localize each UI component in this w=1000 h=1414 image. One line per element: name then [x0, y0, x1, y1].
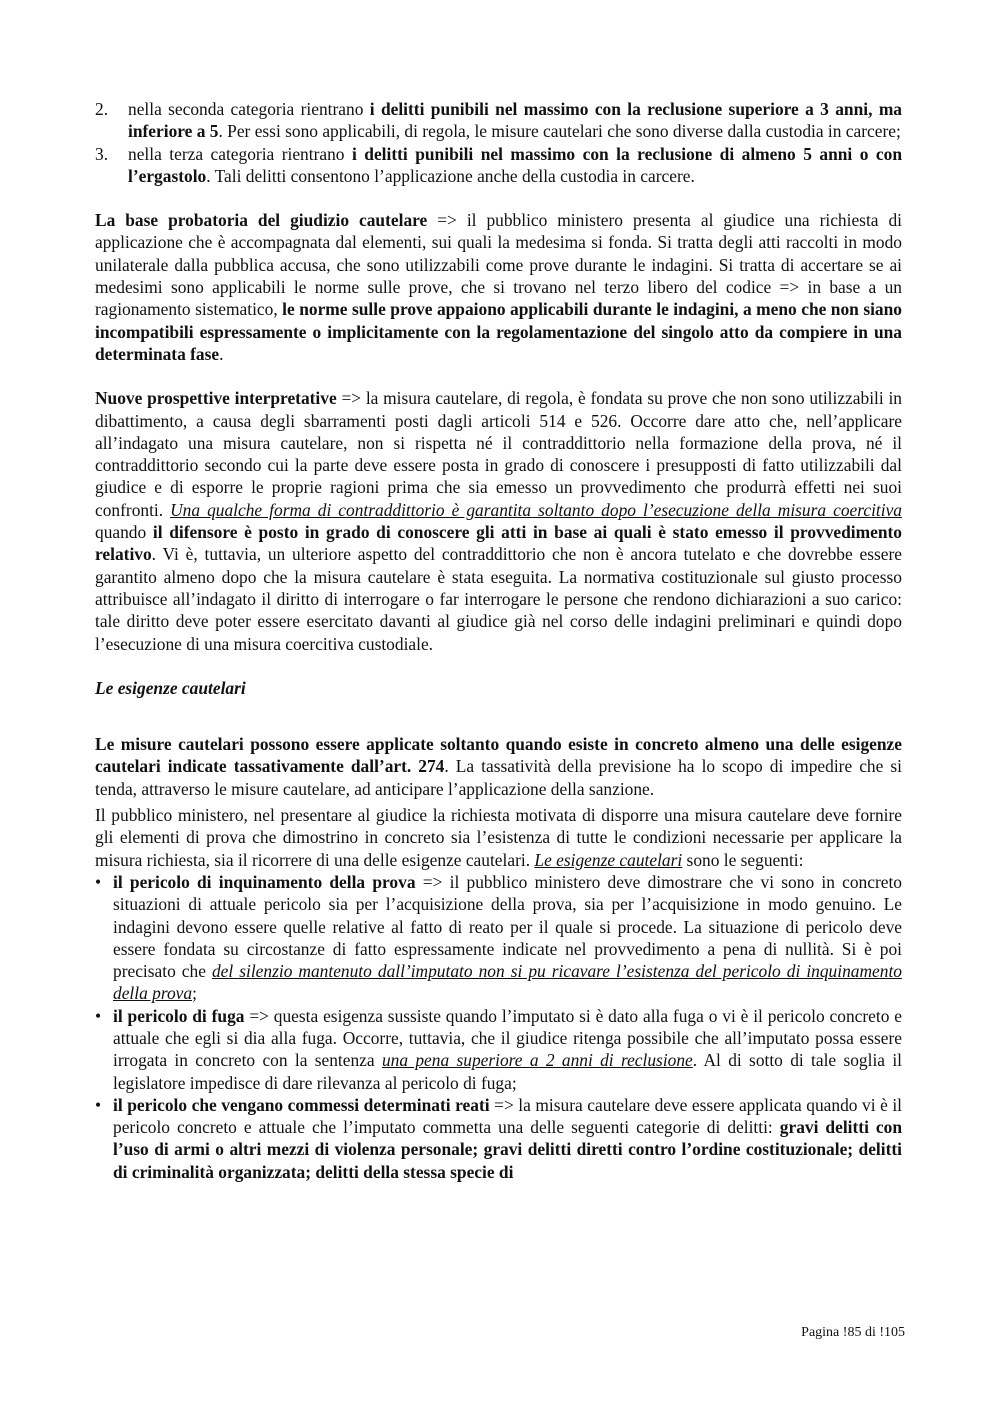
bullet-icon: •	[95, 1005, 102, 1026]
italic-underlined-text: Le esigenze cautelari	[534, 849, 683, 870]
text: .	[219, 343, 224, 364]
text: . Tali delitti consentono l’applicazione anche della custodia in carcere.	[206, 165, 695, 186]
bold-text: i delitti punibili nel massimo con la reclusione superiore a 3 anni, ma inferiore a 5	[128, 99, 902, 142]
section-heading: Le esigenze cautelari	[95, 677, 246, 698]
bold-text: Nuove prospettive interpretative	[95, 388, 337, 409]
text: Il pubblico ministero, nel presentare al giudice la richiesta motivata di disporre una misura cautelare deve fornire gli elementi di prova che dimostrino in concreto sia l’esistenza di tutte le condizioni necessarie per applicare la misura richiesta, sia il ricorrere di una delle esigenze cautelari.	[95, 805, 902, 870]
numbered-list	[95, 98, 902, 187]
text: => la misura cautelare deve essere applicata quando vi è il pericolo concreto e attuale che l’imputato commetta una delle seguenti categorie di delitti:	[113, 1094, 902, 1138]
list-number: 2.	[95, 99, 109, 119]
italic-underlined-text: Una qualche forma di contraddittorio è garantita soltanto dopo l’esecuzione della misura coercitiva	[170, 499, 902, 520]
bullet-icon: •	[95, 871, 102, 892]
bullet-item	[95, 1005, 902, 1094]
list-item	[95, 143, 902, 188]
list-item	[95, 98, 902, 143]
text: => il pubblico ministero presenta al giudice una richiesta di applicazione che è accompagnata dal elementi, sui quali la medesima si fonda. Si tratta degli atti raccolti in modo unilaterale dalla pubblica accusa, che sono utilizzabili come prove durante le indagini. Si tratta di accertare se ai medesimi sono applicabili le norme sulle prove, che si trovano nel terzo libero del codice => in base a un ragionamento sistematico,	[95, 210, 902, 320]
bold-text: Le misure cautelari possono essere applicate soltanto quando esiste in concreto almeno una delle esigenze cautelari indicate tassativamente dall’art. 274	[95, 734, 902, 777]
text: => la misura cautelare, di regola, è fondata su prove che non sono utilizzabili in dibattimento, a causa degli sbarramenti posti dagli articoli 514 e 526. Occorre dare atto che, nell’applicare all’indagato una misura cautelare, non si rispetta né il contraddittorio nella formazione della prova, né il contraddittorio secondo cui la parte deve essere posta in grado di conoscere i presupposti di fatto utilizzabili dal giudice e di esporre le proprie ragioni prima che sia emesso un provvedimento che produrrà effetti nei suoi confronti.	[95, 388, 902, 520]
page-number: Pagina !85 di !105	[801, 1325, 905, 1340]
text: quando	[95, 522, 153, 543]
bullet-item	[95, 871, 902, 1005]
bold-text: le norme sulle prove appaiono applicabili durante le indagini, a meno che non siano incompatibili espressamente o implicitamente con la regolamentazione del singolo atto da compiere in una determinata fase	[95, 299, 902, 364]
text: => questa esigenza sussiste quando l’imputato si è dato alla fuga o vi è il pericolo concreto e attuale che egli si dia alla fuga. Occorre, tuttavia, che il giudice ritenga possibile che all’imputato possa essere irrogata in concreto con la sentenza	[113, 1005, 902, 1071]
bold-text: il pericolo di inquinamento della prova	[113, 871, 416, 892]
bold-text: La base probatoria del giudizio cautelare	[95, 210, 428, 231]
text: ;	[192, 983, 197, 1004]
text: => il pubblico ministero deve dimostrare che vi sono in concreto situazioni di attuale pericolo sia per l’acquisizione della prova, sia per l’acquisizione in modo genuino. Le indagini devono essere quelle relative al fatto di reato per il quale si procede. La situazione di pericolo deve essere fondata su circostanze di fatto espressamente indicate nel provvedimento a pena di nullità. Si è poi precisato che	[113, 871, 902, 982]
bullet-icon: •	[95, 1094, 102, 1115]
paragraph-base-probatoria	[95, 209, 902, 365]
text: . Per essi sono applicabili, di regola, le misure cautelari che sono diverse dalla custodia in carcere;	[218, 121, 901, 142]
paragraph-pubblico-ministero	[95, 804, 902, 871]
bold-text: il pericolo di fuga	[113, 1005, 245, 1026]
italic-underlined-text: del silenzio mantenuto dall’imputato non si pu ricavare l’esistenza del pericolo di inquinamento della prova	[113, 961, 902, 1004]
document-page	[95, 98, 902, 1183]
text: nella seconda categoria rientrano	[128, 99, 370, 119]
bold-text: il pericolo che vengano commessi determinati reati	[113, 1094, 490, 1115]
text: nella terza categoria rientrano	[128, 143, 352, 164]
bold-text: il difensore è posto in grado di conoscere gli atti in base ai quali è stato emesso il provvedimento relativo	[95, 522, 902, 565]
text: sono le seguenti:	[682, 849, 804, 870]
paragraph-misure-cautelari	[95, 733, 902, 800]
bullet-list	[95, 871, 902, 1183]
italic-underlined-text: una pena superiore a 2 anni di reclusione	[381, 1050, 693, 1071]
text: . La tassatività della previsione ha lo scopo di impedire che si tenda, attraverso le misure cautelare, ad anticipare l’applicazione della sanzione.	[95, 756, 902, 799]
bold-text: i delitti punibili nel massimo con la reclusione di almeno 5 anni o con l’ergastolo	[128, 143, 902, 186]
text: . Al di sotto di tale soglia il legislatore impedisce di dare rilevanza al pericolo di fuga;	[113, 1050, 902, 1093]
text: . Vi è, tuttavia, un ulteriore aspetto del contraddittorio che non è ancora tutelato e che dovrebbe essere garantito almeno dopo che la misura cautelare è stata eseguita. La normativa costituzionale sul giusto processo attribuisce all’indagato il diritto di interrogare o far interrogare le persone che rendono dichiarazioni a suo carico: tale diritto deve poter essere esercitato davanti al giudice già nel corso delle indagini preliminari e quindi dopo l’esecuzione di una misura coercitiva custodiale.	[95, 544, 902, 654]
bullet-item	[95, 1094, 902, 1183]
list-number: 3.	[95, 143, 109, 164]
bold-text: gravi delitti con l’uso di armi o altri mezzi di violenza personale; gravi delitti diretti contro l’ordine costituzionale; delitti di criminalità organizzata; delitti della stessa specie di	[113, 1117, 903, 1182]
paragraph-nuove-prospettive	[95, 387, 902, 655]
